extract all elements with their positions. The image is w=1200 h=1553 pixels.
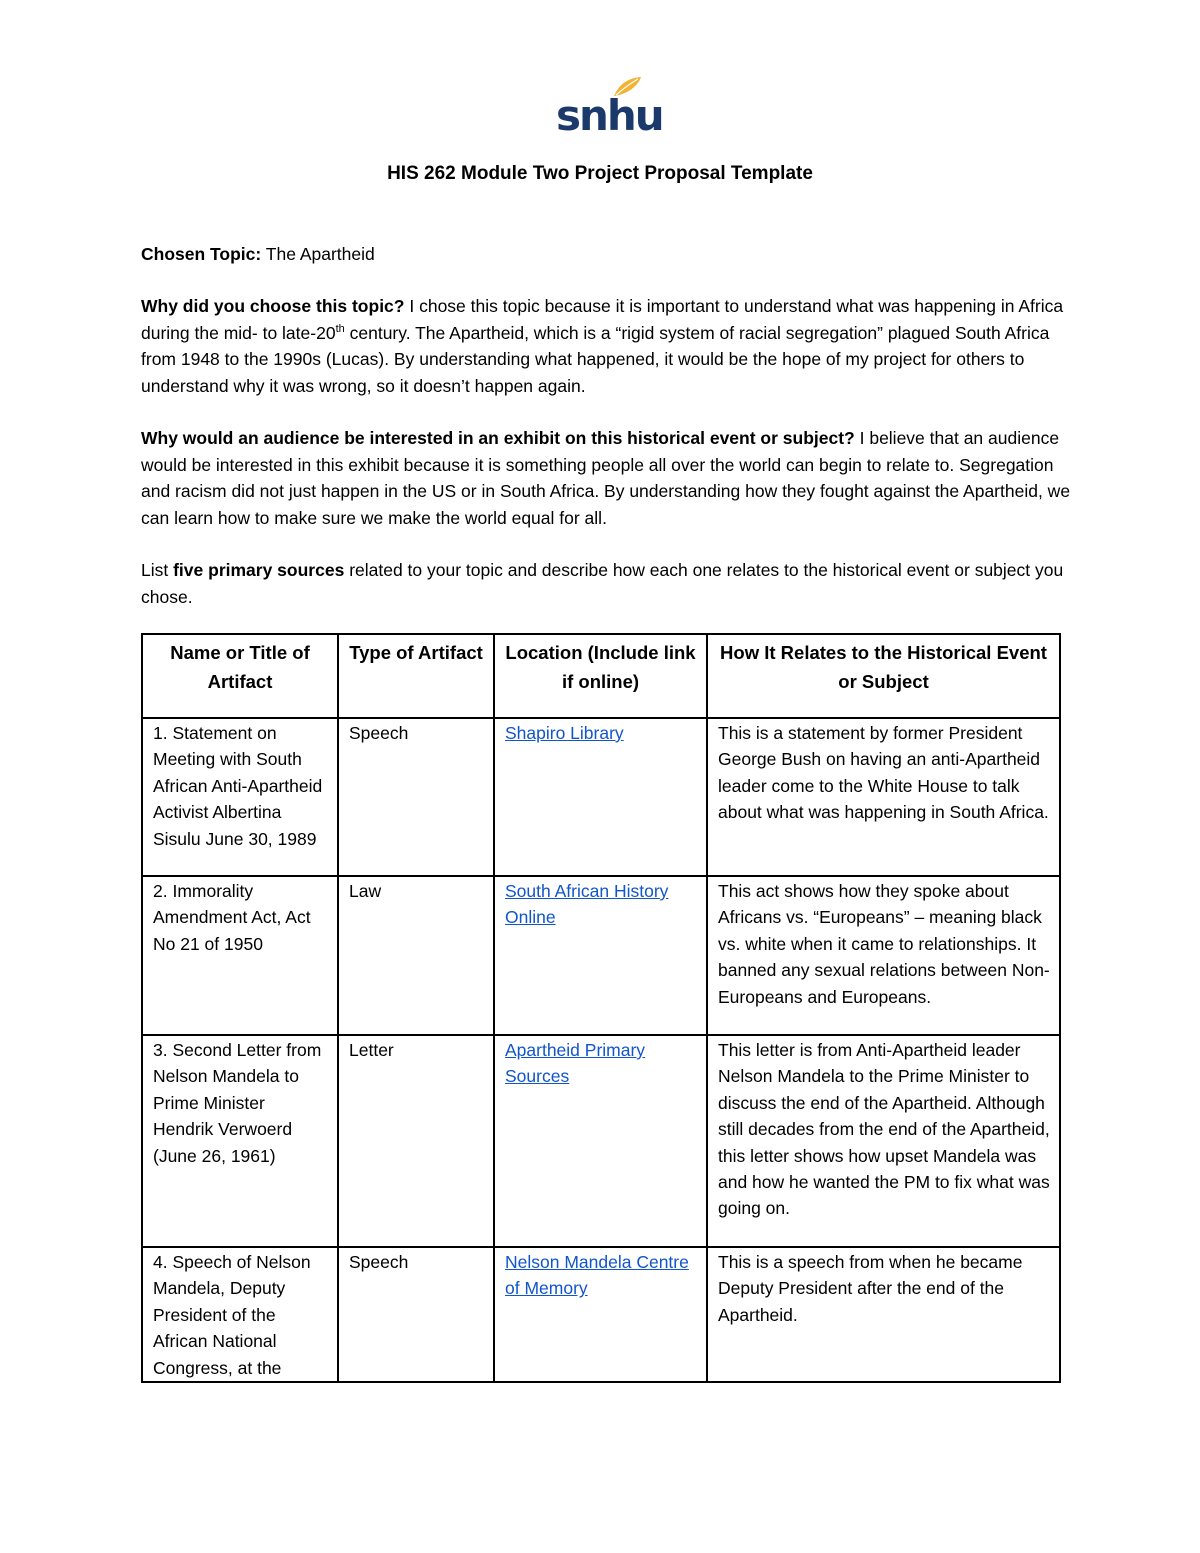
instructions: [141, 557, 1071, 610]
cell-location: [494, 1035, 707, 1247]
logo-wordmark: snhu: [556, 91, 663, 140]
cell-location: [494, 1247, 707, 1382]
header-location: Location (Include link if online): [494, 634, 707, 718]
why-topic-answer-2: century. The Apartheid, which is a “rigid system of racial segregation” plagued South Africa from 1948 to the 1990s (Lucas). By understanding what happened, it would be the hope of my project for others to understand why it was wrong, so it doesn’t happen again.: [141, 322, 1050, 396]
cell-relation: This act shows how they spoke about Africans vs. “Europeans” – meaning black vs. white when it came to relationships. It banned any sexual relations between Non-Europeans and Europeans.: [707, 876, 1060, 1035]
why-topic-answer-1: I chose this topic because it is important to understand what was happening in Africa during the mid- to late-20: [141, 296, 1064, 343]
table-row: [142, 1247, 1060, 1382]
why-audience-question: Why would an audience be interested in an exhibit on this historical event or subject?: [141, 428, 855, 448]
cell-relation: This is a speech from when he became Deputy President after the end of the Apartheid.: [707, 1247, 1060, 1382]
why-topic-question: Why did you choose this topic?: [141, 296, 405, 316]
chosen-topic: [141, 241, 1071, 268]
cell-location: [494, 876, 707, 1035]
location-link[interactable]: Apartheid Primary Sources: [505, 1040, 646, 1087]
header-type: Type of Artifact: [338, 634, 494, 718]
cell-type: Letter: [338, 1035, 494, 1247]
topic-label: Chosen Topic:: [141, 244, 262, 264]
location-link[interactable]: Shapiro Library: [505, 723, 624, 743]
snhu-logo: [556, 76, 663, 140]
cell-type: Speech: [338, 718, 494, 876]
instructions-after: related to your topic and describe how each one relates to the historical event or subject you chose.: [141, 560, 1064, 607]
why-audience-section: [141, 425, 1071, 531]
header-name: Name or Title of Artifact: [142, 634, 338, 718]
primary-sources-table: [141, 633, 1061, 1383]
table-header-row: [142, 634, 1060, 718]
instructions-bold: five primary sources: [173, 560, 345, 580]
cell-relation: This is a statement by former President George Bush on having an anti-Apartheid leader come to the White House to talk about what was happening in South Africa.: [707, 718, 1060, 876]
cell-relation: This letter is from Anti-Apartheid leader Nelson Mandela to the Prime Minister to discuss the end of the Apartheid. Although still decades from the end of the Apartheid, this letter shows how upset Mandela was and how he wanted the PM to fix what was going on.: [707, 1035, 1060, 1247]
why-audience-answer: I believe that an audience would be interested in this exhibit because it is something people all over the world can begin to relate to. Segregation and racism did not just happen in the US or in South Africa. By understanding how they fought against the Apartheid, we can learn how to make sure we make the world equal for all.: [141, 428, 1071, 528]
location-link[interactable]: South African History Online: [505, 881, 669, 928]
table-row: [142, 876, 1060, 1035]
topic-value: The Apartheid: [265, 244, 375, 264]
cell-type: Law: [338, 876, 494, 1035]
header-relation: How It Relates to the Historical Event or Subject: [707, 634, 1060, 718]
cell-name: 3. Second Letter from Nelson Mandela to Prime Minister Hendrik Verwoerd (June 26, 1961): [142, 1035, 338, 1247]
cell-name: 4. Speech of Nelson Mandela, Deputy President of the African National Congress, at the: [142, 1247, 338, 1382]
page-title: HIS 262 Module Two Project Proposal Template: [387, 163, 813, 184]
cell-type: Speech: [338, 1247, 494, 1382]
why-topic-superscript: th: [335, 322, 345, 335]
cell-location: [494, 718, 707, 876]
location-link[interactable]: Nelson Mandela Centre of Memory: [505, 1252, 689, 1299]
why-topic-section: [141, 293, 1071, 399]
cell-name: 2. Immorality Amendment Act, Act No 21 of 1950: [142, 876, 338, 1035]
cell-name: 1. Statement on Meeting with South African Anti-Apartheid Activist Albertina Sisulu June 30, 1989: [142, 718, 338, 876]
table-row: [142, 718, 1060, 876]
instructions-before: List: [141, 560, 169, 580]
table-row: [142, 1035, 1060, 1247]
